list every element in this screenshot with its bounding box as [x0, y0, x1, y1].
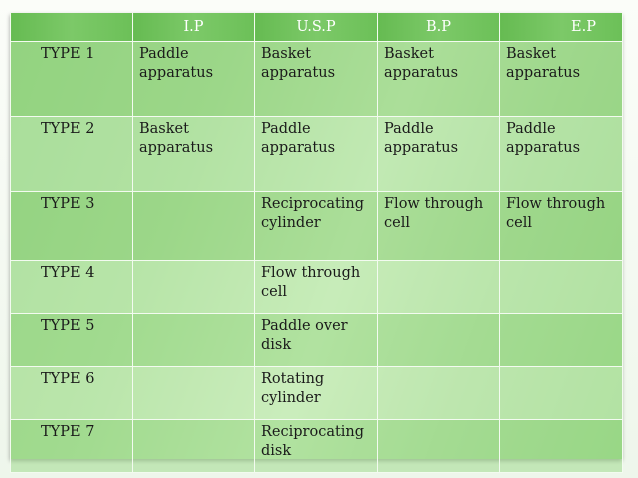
table-row — [11, 420, 623, 473]
cell-text: Basket apparatus — [506, 46, 581, 81]
ip-cell — [133, 192, 255, 261]
ep-cell — [500, 261, 623, 314]
ip-cell — [133, 420, 255, 473]
ep-cell — [500, 42, 623, 117]
cell-text: Paddle apparatus — [261, 121, 336, 156]
type-label — [11, 42, 133, 117]
cell-text: Flow through cell — [506, 196, 606, 231]
bp-cell — [378, 261, 500, 314]
header-cell-ip: I.P — [133, 13, 255, 42]
table-row — [11, 314, 623, 367]
ep-cell — [500, 117, 623, 192]
header-cell-ep: E.P — [500, 13, 623, 42]
usp-cell — [255, 117, 378, 192]
cell-text: Paddle over disk — [261, 318, 348, 353]
table — [10, 13, 623, 473]
dissolution-apparatus-table — [10, 13, 622, 459]
ep-cell — [500, 192, 623, 261]
cell-text: TYPE 5 — [41, 318, 95, 334]
ip-cell — [133, 117, 255, 192]
cell-text: Paddle apparatus — [506, 121, 581, 156]
table-row — [11, 42, 623, 117]
cell-text: Rotating cylinder — [261, 371, 325, 406]
type-label — [11, 117, 133, 192]
usp-cell — [255, 192, 378, 261]
cell-text: TYPE 3 — [41, 196, 95, 212]
cell-text: Paddle apparatus — [139, 46, 214, 81]
bp-cell — [378, 117, 500, 192]
cell-text: Reciprocating cylinder — [261, 196, 365, 231]
bp-cell — [378, 420, 500, 473]
bp-cell — [378, 42, 500, 117]
header-cell-blank — [11, 13, 133, 42]
header-cell-usp: U.S.P — [255, 13, 378, 42]
type-label — [11, 367, 133, 420]
table-header — [11, 13, 623, 42]
usp-cell — [255, 42, 378, 117]
header-cell-bp: B.P — [378, 13, 500, 42]
table-body — [11, 42, 623, 473]
cell-text: Basket apparatus — [384, 46, 459, 81]
bp-cell — [378, 314, 500, 367]
ip-cell — [133, 261, 255, 314]
cell-text: Flow through cell — [384, 196, 484, 231]
cell-text: Reciprocating disk — [261, 424, 365, 459]
bp-cell — [378, 192, 500, 261]
usp-cell — [255, 261, 378, 314]
ep-cell — [500, 420, 623, 473]
table-row — [11, 261, 623, 314]
table-row — [11, 367, 623, 420]
cell-text: Paddle apparatus — [384, 121, 459, 156]
cell-text: Basket apparatus — [261, 46, 336, 81]
type-label — [11, 261, 133, 314]
cell-text: TYPE 4 — [41, 265, 95, 281]
table-row — [11, 192, 623, 261]
type-label — [11, 192, 133, 261]
cell-text: Basket apparatus — [139, 121, 214, 156]
bp-cell — [378, 367, 500, 420]
cell-text: TYPE 2 — [41, 121, 95, 137]
usp-cell — [255, 420, 378, 473]
ep-cell — [500, 314, 623, 367]
usp-cell — [255, 314, 378, 367]
cell-text: TYPE 6 — [41, 371, 95, 387]
ip-cell — [133, 42, 255, 117]
table-row — [11, 117, 623, 192]
header-row — [11, 13, 623, 42]
type-label — [11, 420, 133, 473]
ip-cell — [133, 367, 255, 420]
cell-text: Flow through cell — [261, 265, 361, 300]
cell-text: TYPE 1 — [41, 46, 95, 62]
ep-cell — [500, 367, 623, 420]
ip-cell — [133, 314, 255, 367]
type-label — [11, 314, 133, 367]
usp-cell — [255, 367, 378, 420]
cell-text: TYPE 7 — [41, 424, 95, 440]
